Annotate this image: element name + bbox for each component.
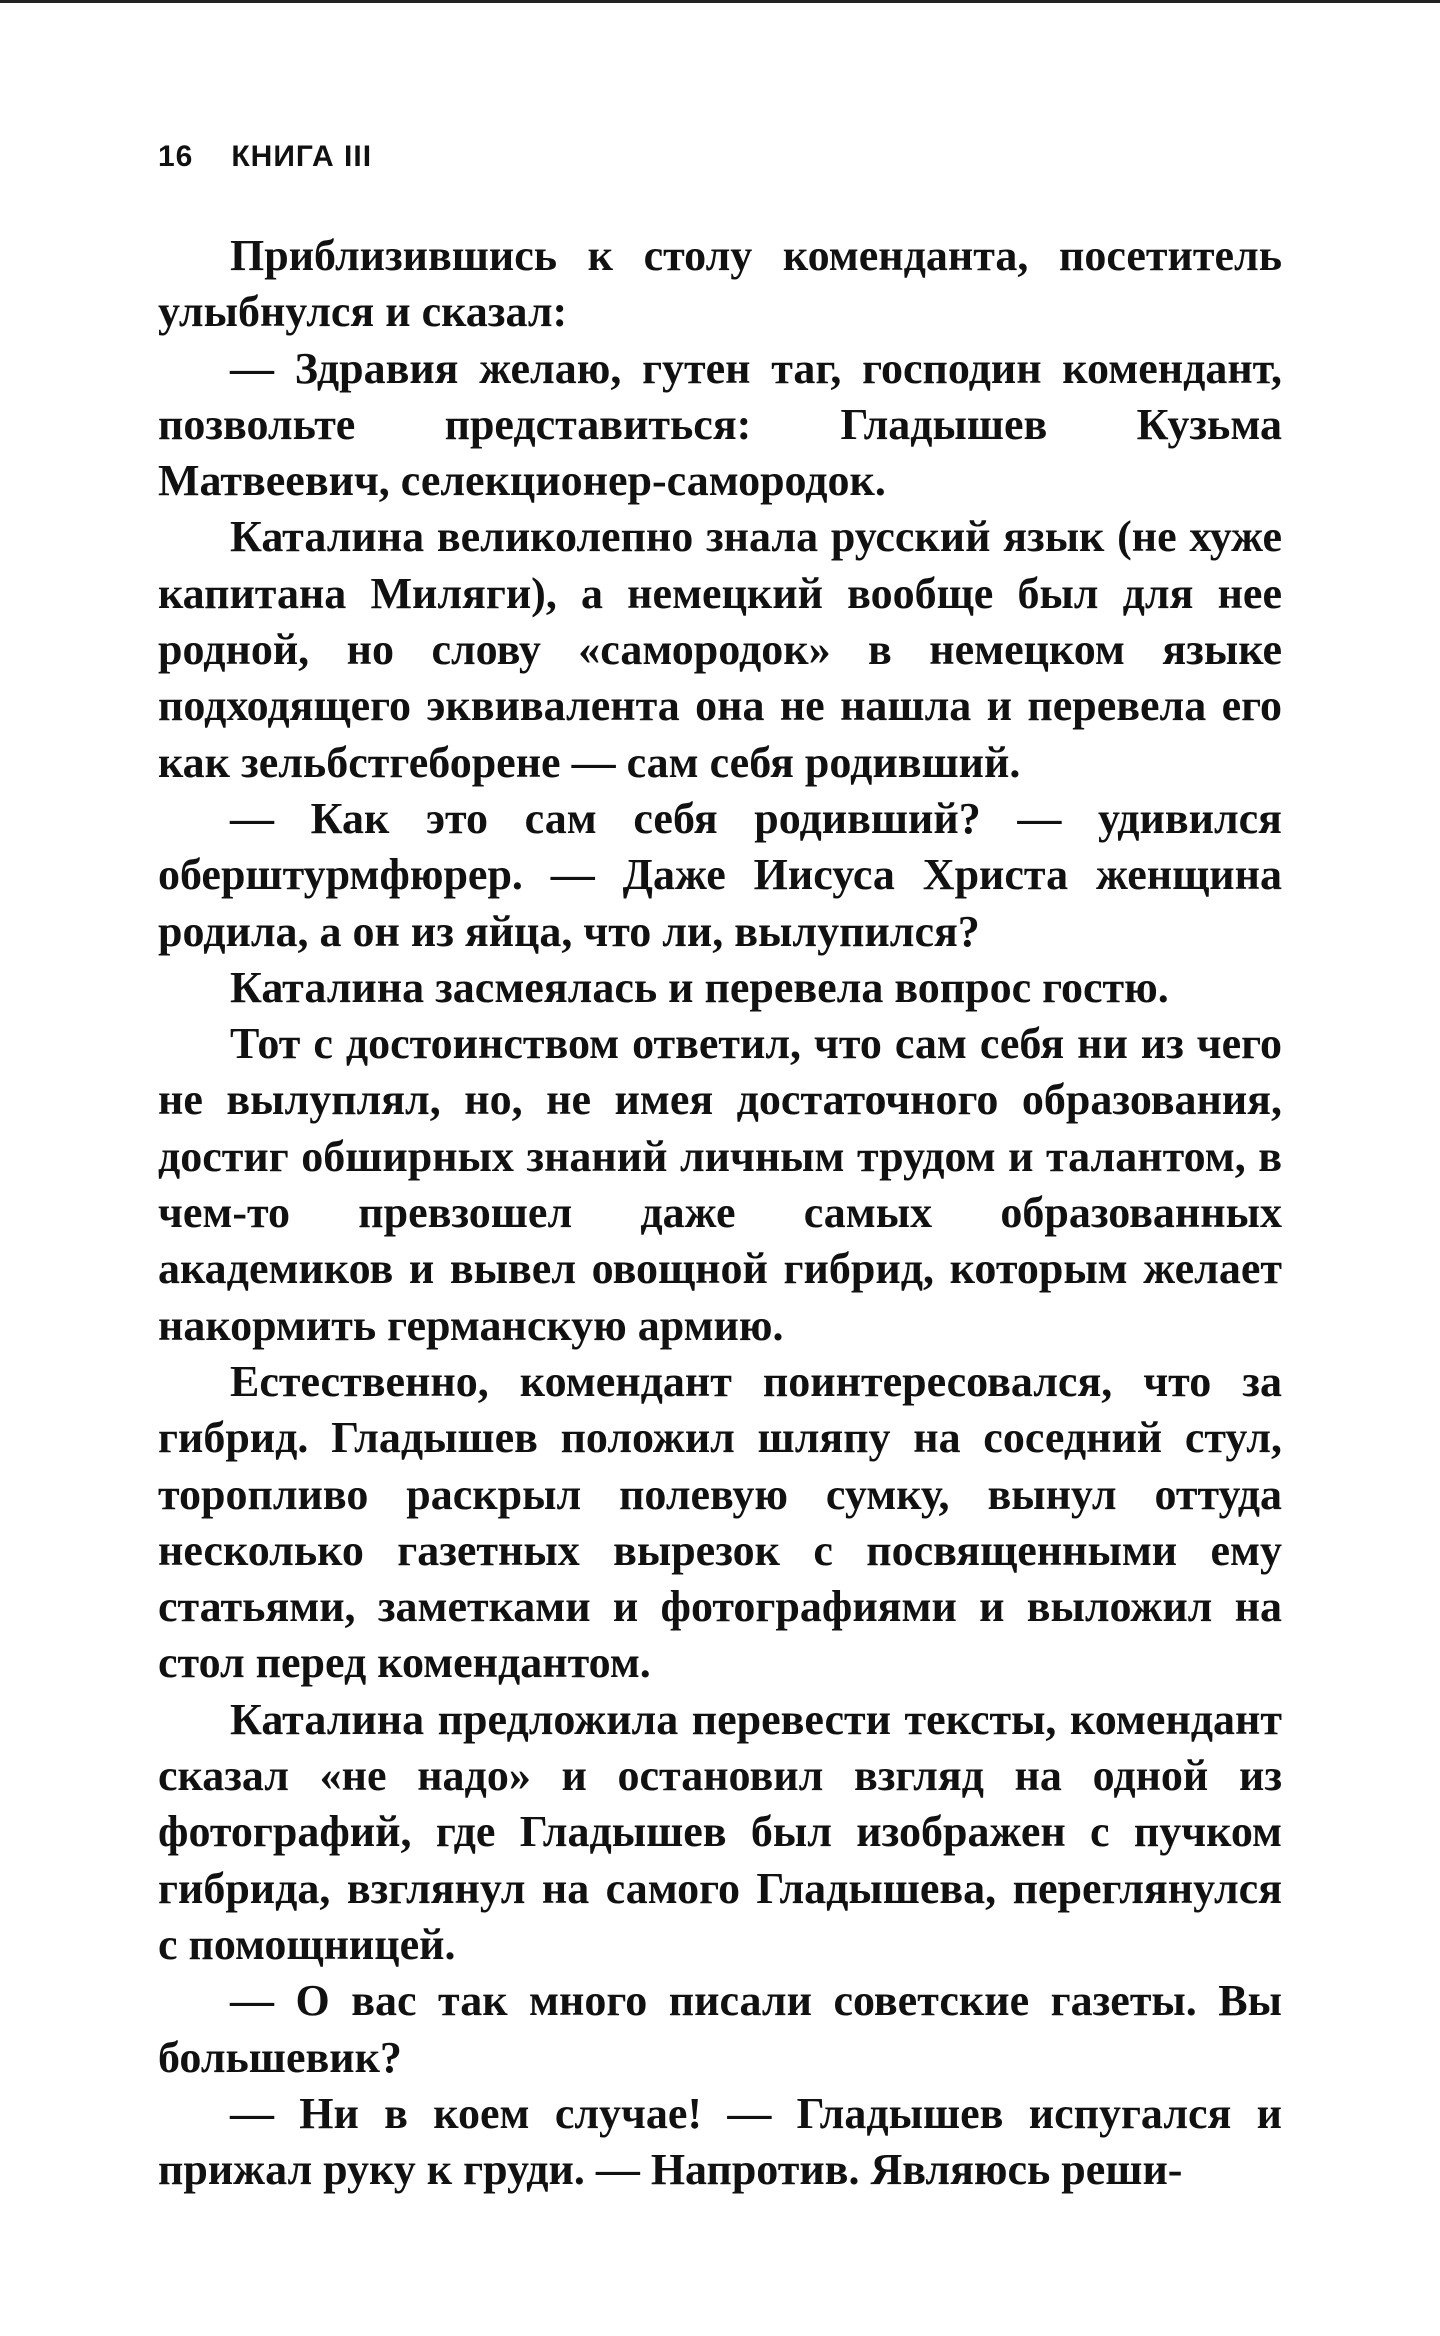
page-top-edge <box>0 0 1440 3</box>
paragraph-7: Естественно, комендант поинтересовался, что за гибрид. Гладышев положил шляпу на соседний стул, торопливо раскрыл полевую сумку, вынул оттуда несколько газетных вырезок с посвященными ему статьями, заметками и фотографиями и выложил на стол перед комендантом. <box>158 1356 1282 1688</box>
paragraph-5: Каталина засмеялась и перевела вопрос гостю. <box>230 962 1169 1012</box>
paragraph-6: Тот с достоинством ответил, что сам себя ни из чего не вылуплял, но, не имея достаточного образования, достиг обширных знаний личным трудом и талантом, в чем-то превзошел даже самых образованных академиков и вывел овощной гибрид, которым желает накормить германскую армию. <box>158 1019 1282 1350</box>
running-header <box>158 140 372 174</box>
paragraph-3: Каталина великолепно знала русский язык (не хуже капитана Миляги), а немецкий вообще был для нее родной, но слову «самородок» в немецком языке подходящего эквивалента она не нашла и перевела его как зельбстгеборене — сам себя родивший. <box>158 512 1282 787</box>
book-label: КНИГА III <box>231 140 373 173</box>
paragraph-4: — Как это сам себя родивший? — удивился оберштурмфюрер. — Даже Иисуса Христа женщина родила, а он из яйца, что ли, вылупился? <box>158 793 1282 956</box>
paragraph-8: Каталина предложила перевести тексты, комендант сказал «не надо» и остановил взгляд на одной из фотографий, где Гладышев был изображен с пучком гибрида, взглянул на самого Гладышева, переглянулся с помощницей. <box>158 1694 1282 1969</box>
paragraph-1: Приблизившись к столу коменданта, посетитель улыбнулся и сказал: <box>158 231 1282 337</box>
paragraph-10: — Ни в коем случае! — Гладышев испугался и прижал руку к груди. — Напротив. Являюсь реши- <box>158 2088 1282 2195</box>
paragraph-9: — О вас так много писали советские газеты. Вы большевик? <box>158 1976 1282 2082</box>
page-number: 16 <box>158 140 194 173</box>
page-body-text <box>158 228 1282 2198</box>
paragraph-2: — Здравия желаю, гутен таг, господин комендант, позвольте представиться: Гладышев Кузьма Матвеевич, селекционер-самородок. <box>158 343 1282 506</box>
